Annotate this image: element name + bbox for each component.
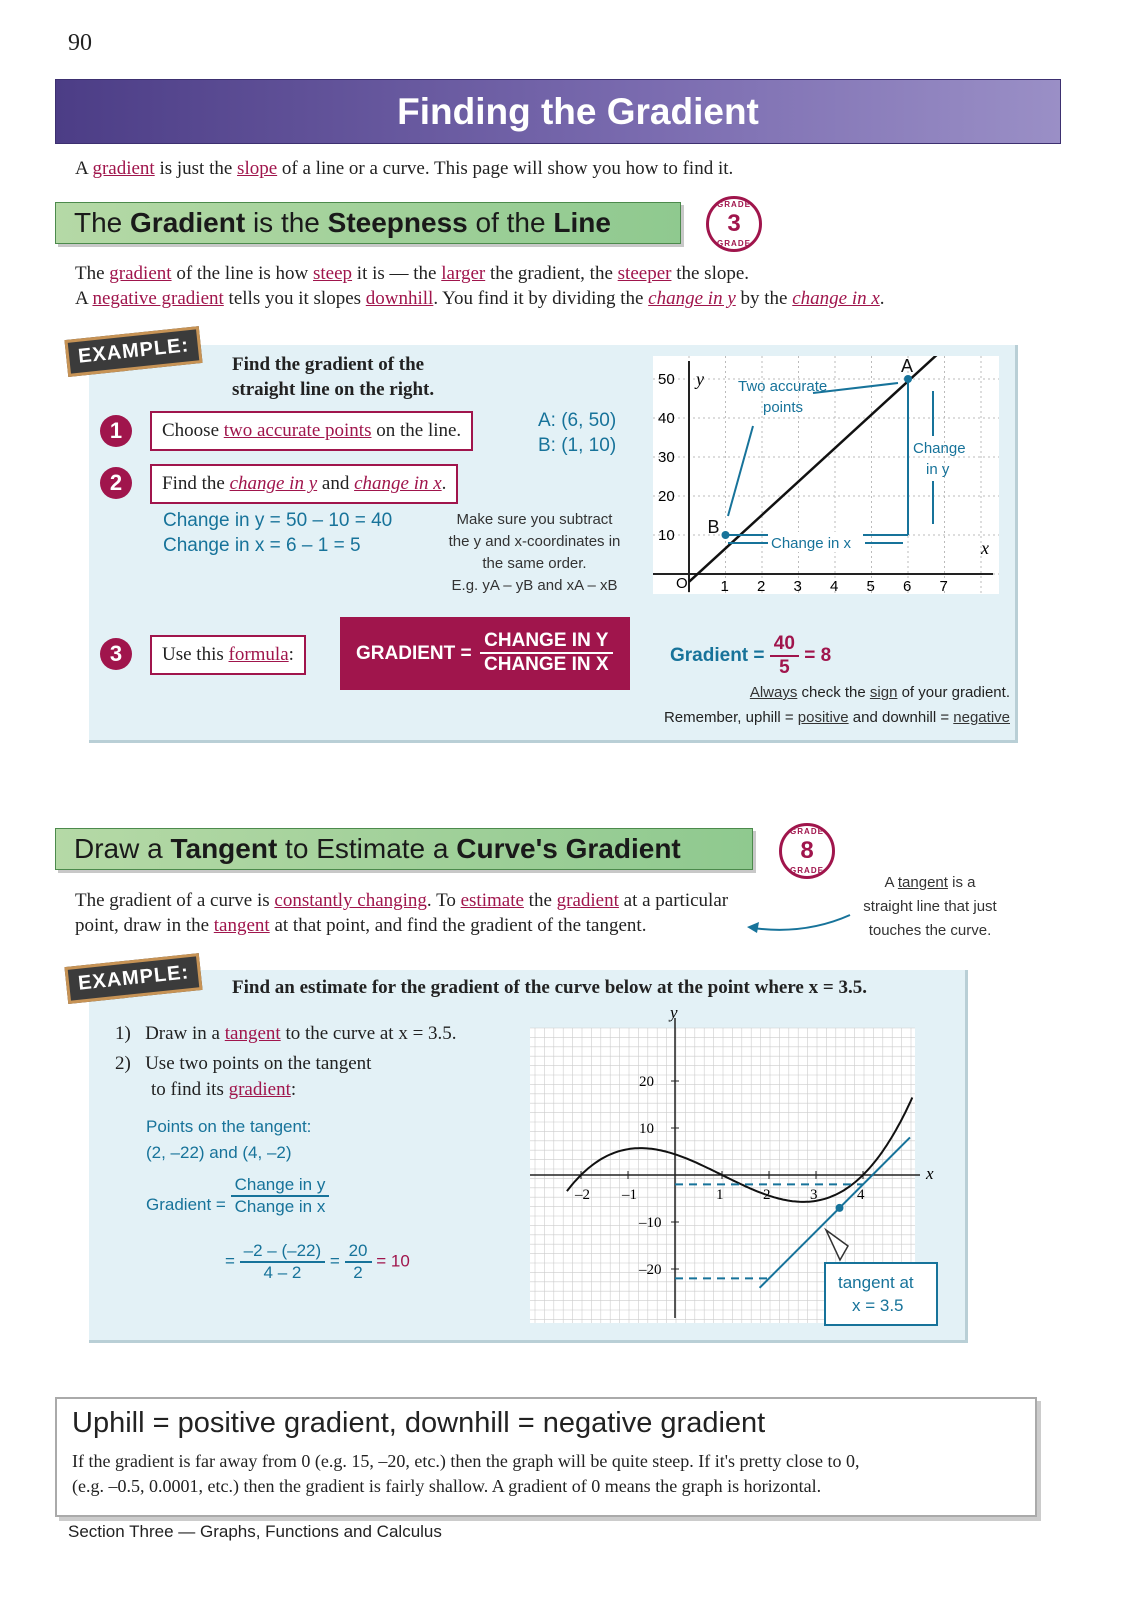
gradient-result: Gradient = $\frac{40}{5}$ = 8: [670, 633, 832, 678]
intro-text: A gradient is just the slope of a line or a curve. This page will show you how to find it.: [75, 158, 734, 179]
point-a: [904, 375, 912, 383]
summary-box: [55, 1397, 1037, 1517]
y-tick-label: 50: [658, 371, 675, 388]
tangent-points: Points on the tangent: (2, –22) and (4, –2): [146, 1117, 312, 1162]
step3-box: Use this formula:: [150, 635, 306, 675]
section1-paragraph: The gradient of the line is how steep it is — the larger the gradient, the steeper the slope. A negative gradient tells you it slopes downhill. You find it by dividing the change in y by the change in x.: [75, 263, 885, 309]
link-slope: slope: [237, 158, 278, 179]
tangent-label-2: x = 3.5: [852, 1296, 904, 1315]
gradient-calculation-2: = $\frac{-2 - (-22)}{4 - 2}$ = $\frac{20}{2}$ = 10: [225, 1241, 410, 1282]
page-title-bar: [55, 79, 1061, 144]
x-tick-label: 3: [810, 1187, 818, 1203]
x-tick-label: 6: [903, 578, 912, 594]
change-calc: Change in y = 50 – 10 = 40 Change in x = 6 – 1 = 5: [163, 510, 393, 556]
graph1-x-label: x: [981, 538, 989, 558]
point-b: [722, 531, 730, 539]
x-tick-label: –2: [575, 1187, 590, 1203]
step1-number: 1: [100, 415, 132, 447]
x-tick-label: 3: [793, 578, 802, 594]
example1-task: Find the gradient of the straight line on the right.: [232, 354, 435, 400]
grade-badge-8: GRADE 8 GRADE: [779, 823, 835, 879]
x-tick-label: 2: [757, 578, 766, 594]
step2-number: 2: [100, 467, 132, 499]
two-points-label-2: points: [763, 399, 804, 416]
x-tick-label: 5: [866, 578, 875, 594]
two-points-label: Two accurate: [738, 378, 828, 395]
gradient-formula-box: GRADIENT = CHANGE IN Y CHANGE IN X: [340, 617, 630, 690]
label-b: B: [707, 517, 720, 537]
graph2-x-label: x: [926, 1164, 934, 1183]
section2-heading: Draw a Tangent to Estimate a Curve's Gradient: [55, 828, 753, 870]
summary-heading: Uphill = positive gradient, downhill = negative gradient: [72, 1407, 766, 1439]
page-number: 90: [68, 30, 92, 56]
example2-steps: 1) Draw in a tangent to the curve at x = 3.5. 2) Use two points on the tangent to find its gradient:: [115, 1023, 457, 1100]
x-tick-label: 2: [763, 1187, 771, 1203]
change-y-label-2: in y: [926, 461, 950, 478]
y-tick-label: 20: [639, 1074, 654, 1090]
step1-box: Choose two accurate points on the line.: [150, 411, 473, 451]
x-tick-label: 1: [716, 1187, 724, 1203]
change-x-label: Change in x: [771, 535, 852, 552]
summary-text: If the gradient is far away from 0 (e.g. 15, –20, etc.) then the graph will be quite steep. If it's pretty close to 0, (e.g. –0.5, 0.0001, etc.) then the gradient is fairly shallow. A gradient of 0 means the graph is horizontal.: [72, 1451, 860, 1496]
x-tick-label: 4: [830, 578, 839, 594]
tangent-label-1: tangent at: [838, 1273, 914, 1292]
x-tick-label: 1: [720, 578, 729, 594]
tangent-definition-note: A tangent is a straight line that just touches the curve.: [863, 874, 997, 939]
graph2-y-label: y: [670, 1008, 678, 1022]
y-tick-label: –10: [639, 1215, 662, 1231]
graph1-y-label: y: [696, 369, 704, 389]
y-tick-label: 20: [658, 488, 675, 505]
x-tick-label: 4: [857, 1187, 865, 1203]
sign-check-note: Always check the sign of your gradient. Remember, uphill = positive and downhill = negative: [663, 684, 1010, 726]
y-tick-label: –20: [639, 1262, 662, 1278]
subtract-note: Make sure you subtract the y and x-coordinates in the same order. E.g. yA – yB and xA – xB: [448, 511, 621, 594]
example1-badge: EXAMPLE:: [64, 326, 202, 377]
x-tick-label: 7: [939, 578, 948, 594]
y-tick-label: 30: [658, 449, 675, 466]
change-y-label: Change: [913, 440, 966, 457]
grade-badge-3: GRADE 3 GRADE: [706, 196, 762, 252]
page-title: Finding the Gradient: [397, 91, 759, 132]
points-readout: A: (6, 50) B: (1, 10): [538, 410, 617, 456]
section1-heading: The Gradient is the Steepness of the Line: [55, 202, 681, 244]
straight-line-graph: [653, 356, 999, 594]
y-tick-label: 10: [639, 1121, 654, 1137]
y-tick-label: 40: [658, 410, 675, 427]
curve-graph: [530, 1008, 950, 1326]
note-arrow: [745, 910, 855, 940]
step3-number: 3: [100, 638, 132, 670]
example2-task: Find an estimate for the gradient of the curve below at the point where x = 3.5.: [232, 977, 867, 998]
origin-label: O: [676, 575, 688, 592]
example2-badge: EXAMPLE:: [64, 953, 202, 1004]
step2-box: Find the change in y and change in x.: [150, 464, 458, 504]
link-gradient: gradient: [92, 158, 155, 179]
tangent-point: [836, 1204, 844, 1212]
label-a: A: [901, 356, 914, 376]
y-tick-label: 10: [658, 527, 675, 544]
section2-paragraph: The gradient of a curve is constantly changing. To estimate the gradient at a particular point, draw in the tangent at that point, and find the gradient of the tangent.: [75, 890, 729, 936]
x-tick-label: –1: [622, 1187, 637, 1203]
gradient-formula-2: Gradient = $\frac{\text{Change in y}}{\text{Change in x}}$: [146, 1175, 329, 1217]
footer: Section Three — Graphs, Functions and Calculus: [68, 1522, 442, 1541]
